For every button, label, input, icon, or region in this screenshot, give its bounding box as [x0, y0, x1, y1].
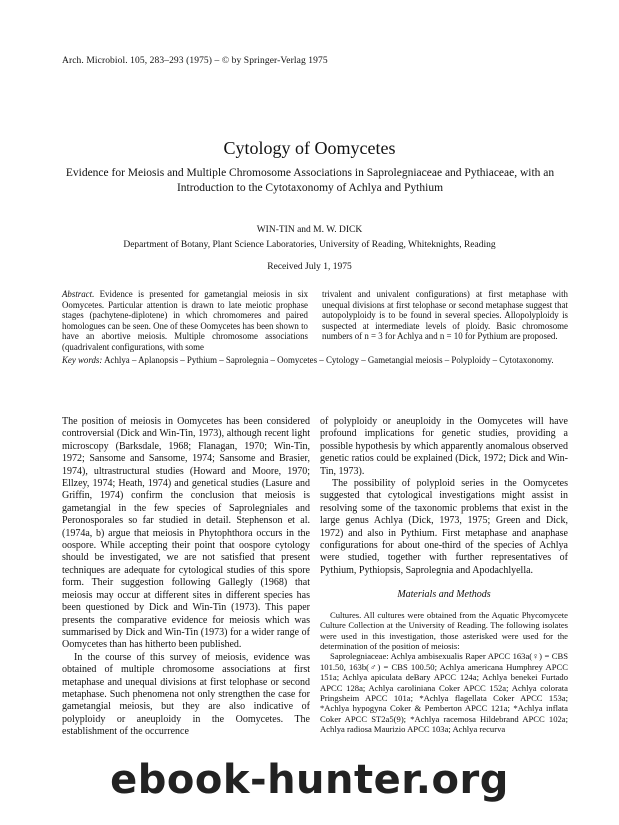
- received-date: Received July 1, 1975: [267, 262, 352, 272]
- abstract-label: Abstract.: [62, 289, 95, 299]
- abstract-left-text: Evidence is presented for gametangial meiosis in six Oomycetes. Particular attention is drawn to late meiotic prophase stages (pachytene-diplotene) in which chromomeres and paired homologues can be seen. One of these Oomycetes has been shown to have an abortive meiosis. Multiple chromosome associations (quadrivalent configurations, with some: [62, 289, 309, 352]
- methods-paragraph: Cultures. All cultures were obtained from the Aquatic Phycomycete Culture Collection at the University of Reading. The following isolates were used in this investigation, those asterisked were used for the determination of the position of meiosis:: [320, 609, 568, 651]
- article-title: Cytology of Oomycetes: [223, 138, 396, 158]
- body-paragraph: The possibility of polyploid series in the Oomycetes suggested that cytological investigations might assist in resolving some of the taxonomic problems that exist in the large genus Achlya (Dick, 1973, 1975; Green and Dick, 1972) and also in Pythium. First metaphase and anaphase configurations for about one-third of the species of Achlya were studied, together with further representatives of Pythium, Pythiopsis, Saprolegnia and Apodachlyella.: [320, 478, 568, 576]
- abstract-right-text: trivalent and univalent configurations) at first metaphase with unequal divisions at first telophase or second metaphase suggest that autopolyploidy is to be found in several species. Allopolyploidy is suspected at intermediate levels of ploidy. Basic chromosome numbers of n = 3 for Achlya and n = 10 for Pythium are proposed.: [322, 289, 568, 342]
- methods-paragraph: Saprolegniaceae: Achlya ambisexualis Raper APCC 163a(♀) = CBS 101.50, 163b(♂) = CBS 100.50; Achlya americana Humphrey APCC 151a; Achlya apiculata deBary APCC 124a; Achlya benekei Furtado APCC 128a; Achlya caroliniana Coker APCC 152a; Achlya colorata Pringsheim APCC 101a; *Achlya flagellata Coker APCC 153a; *Achlya hypogyna Coker & Pemberton APCC 121a; *Achlya inflata Coker APCC ST2a5(9); *Achlya racemosa Hildebrand APCC 102a; Achlya radiosa Maurizio APCC 103a; Achlya recurva: [320, 651, 568, 735]
- journal-citation: Arch. Microbiol. 105, 283–293 (1975) – © by Springer-Verlag 1975: [62, 56, 328, 66]
- keywords-text: Achlya – Aplanopsis – Pythium – Saprolegnia – Oomycetes – Cytology – Gametangial meiosis – Polyploidy – Cytotaxonomy.: [104, 355, 554, 365]
- body-paragraph: The position of meiosis in Oomycetes has been considered controversial (Dick and Win-Tin, 1973), although recent light microscopy (Barksdale, 1968; Flanagan, 1970; Win-Tin, 1972; Sansome and Sansome, 1974; Sansome and Brasier, 1974), ultrastructural studies (Howard and Moore, 1970; Ellzey, 1974; Heath, 1974) and genetical studies (Lasure and Griffin, 1974) confirm the conclusion that meiosis is gametangial in the few species of Saprolegniales and Peronosporales so far studied in detail. Stephenson et al. (1974a, b) argue that meiosis in Phytophthora occurs in the oospore. While accepting their point that oospore cytology should be investigated, we are not satisfied that present techniques are adequate for cytological studies of this spore form. Their suggestion following Gallegly (1968) that meiosis may occur at different sites in different species has been questioned by Dick and Win-Tin (1973). This paper presents the comparative evidence for meiosis which was summarised by Dick and Win-Tin (1973) for a wider range of Oomycetes than has hitherto been published.: [62, 416, 310, 651]
- abstract-right-column: [322, 289, 568, 342]
- keywords-block: [62, 355, 568, 366]
- article-subtitle: Evidence for Meiosis and Multiple Chromosome Associations in Saprolegniaceae and Pythiaceae, with an Introduction to the Cytotaxonomy of Achlya and Pythium: [65, 167, 555, 194]
- section-heading: Materials and Methods: [397, 589, 491, 601]
- body-paragraph: In the course of this survey of meiosis, evidence was obtained of multiple chromosome associations at first metaphase and unequal divisions at first telophase or second metaphase. Such phenomena not only strengthen the case for gametangial meiosis, but they are also indicative of polyploidy or aneuploidy in the Oomycetes. The establishment of the occurrence: [62, 651, 310, 738]
- body-left-column: [62, 416, 310, 739]
- keywords-label: Key words:: [62, 355, 103, 365]
- watermark-text: ebook-hunter.org: [110, 757, 509, 803]
- body-paragraph: of polyploidy or aneuploidy in the Oomycetes will have profound implications for genetic studies, providing a possible hypothesis by which apparently anomalous observed genetic ratios could be explained (Dick, 1972; Dick and Win-Tin, 1973).: [320, 416, 568, 477]
- body-right-column: [320, 416, 568, 735]
- author-line: WIN-TIN and M. W. DICK: [256, 225, 363, 235]
- affiliation-line: Department of Botany, Plant Science Laboratories, University of Reading, Whiteknights, Reading: [123, 240, 496, 250]
- methods-block: [320, 610, 568, 735]
- abstract-left-column: [62, 289, 308, 353]
